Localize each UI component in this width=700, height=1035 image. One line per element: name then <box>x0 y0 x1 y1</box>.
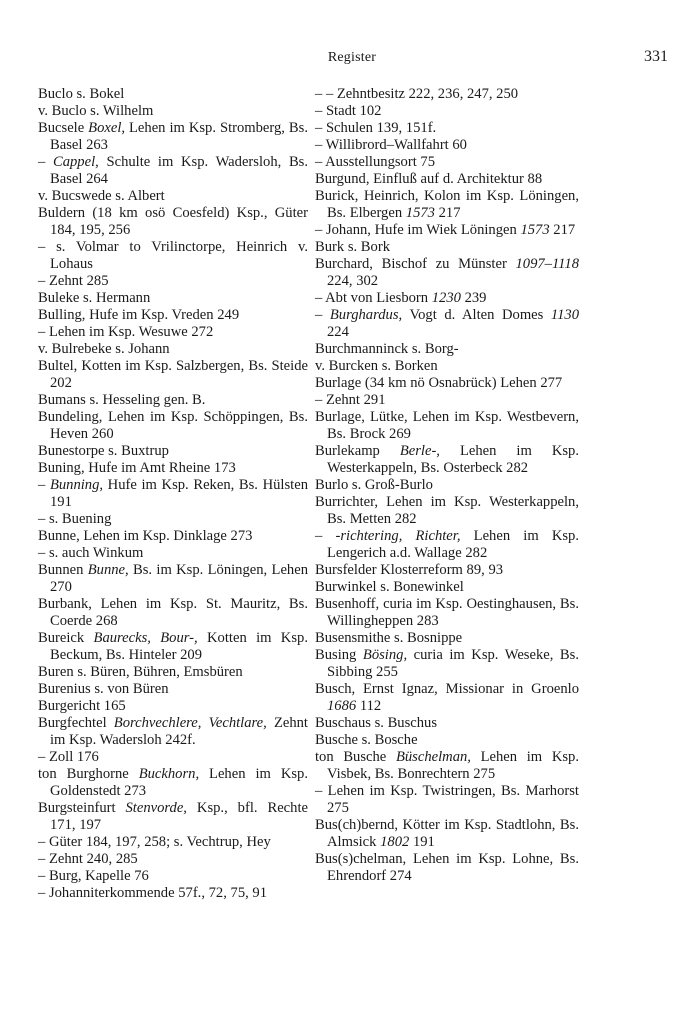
index-entry-text: Buren s. Büren, Bühren, Emsbüren <box>38 664 243 680</box>
index-entry-text: Ksp., bfl. Rechte 171, 197 <box>50 800 308 833</box>
index-entry-text: – Johanniterkommende 57f., 72, 75, 91 <box>38 885 268 901</box>
index-entry-text: ton Burghorne <box>38 766 139 782</box>
index-entry-text: Burlage (34 km nö Osnabrück) Lehen 277 <box>315 375 563 391</box>
index-entry <box>315 103 579 120</box>
index-entry-text: Hufe im Ksp. Reken, Bs. Hülsten 191 <box>50 477 308 510</box>
index-entry <box>38 851 308 868</box>
index-entry <box>315 477 579 494</box>
index-entry-italic-text: 1573 <box>520 222 550 238</box>
index-entry-text: Burk s. Bork <box>315 239 390 255</box>
index-entry-text: Lehen im Ksp. Westerkappeln, Bs. Osterbeck 282 <box>327 443 579 476</box>
index-entry-text: Lehen im Ksp. Goldenstedt 273 <box>50 766 308 799</box>
index-entry-italic-text: Boxel, <box>88 120 126 136</box>
index-entry-italic-text: Cappel, <box>52 154 99 170</box>
index-entry-text: – Willibrord–Wallfahrt 60 <box>315 137 467 153</box>
index-entry <box>38 664 308 681</box>
index-entry-text: Buleke s. Hermann <box>38 290 151 306</box>
index-entry-italic-text: Baurecks, Bour-, <box>93 630 198 646</box>
index-column-right <box>315 86 579 885</box>
index-entry <box>38 188 308 205</box>
index-entry <box>38 358 308 392</box>
index-entry-italic-text: Buckhorn, <box>138 766 200 782</box>
index-entry <box>38 511 308 528</box>
index-entry <box>38 324 308 341</box>
index-entry <box>315 171 579 188</box>
index-entry-text: Buning, Hufe im Amt Rheine 173 <box>38 460 236 476</box>
index-entry-text: 224, 302 <box>327 273 379 289</box>
index-entry <box>315 851 579 885</box>
index-entry <box>315 681 579 715</box>
index-entry-text: – <box>315 307 330 323</box>
index-entry-text: Busing <box>315 647 363 663</box>
index-entry-text: Bus(s)chelman, Lehen im Ksp. Lohne, Bs. Ehrendorf 274 <box>315 851 579 884</box>
index-entry <box>38 800 308 834</box>
index-entry-text: Busch, Ernst Ignaz, Missionar in Groenlo <box>315 681 579 697</box>
index-entry-text: Kotten im Ksp. Beckum, Bs. Hinteler 209 <box>50 630 308 663</box>
index-entry-text: 217 <box>549 222 576 238</box>
index-entry <box>38 290 308 307</box>
index-entry-italic-text: 1573 <box>405 205 435 221</box>
index-entry-text: Bs. im Ksp. Löningen, Lehen 270 <box>50 562 308 595</box>
index-entry-text: Bucsele <box>38 120 89 136</box>
index-entry-italic-text: Bunning, <box>49 477 104 493</box>
index-entry <box>315 528 579 562</box>
index-entry <box>38 460 308 477</box>
index-entry-text: Burbank, Lehen im Ksp. St. Mauritz, Bs. Coerde 268 <box>38 596 308 629</box>
index-entry-text: Burchard, Bischof zu Münster <box>315 256 516 272</box>
running-head: Register <box>327 50 377 65</box>
index-entry-text: Bus(ch)bernd, Kötter im Ksp. Stadtlohn, Bs. Almsick <box>315 817 579 850</box>
index-entry-text: Bunestorpe s. Buxtrup <box>38 443 169 459</box>
page-header <box>36 48 668 70</box>
index-entry-text: Schulte im Ksp. Wadersloh, Bs. Basel 264 <box>50 154 309 187</box>
index-column-left <box>38 86 308 902</box>
index-entry-text: Bulling, Hufe im Ksp. Vreden 249 <box>38 307 240 323</box>
index-entry <box>315 630 579 647</box>
index-entry-text: Burick, Heinrich, Kolon im Ksp. Löningen, Bs. Elbergen <box>315 188 579 221</box>
index-entry-italic-text: 1802 <box>380 834 410 850</box>
index-entry <box>315 715 579 732</box>
index-entry-text: – s. Volmar to Vrilinctorpe, Heinrich v. Lohaus <box>38 239 308 272</box>
index-entry <box>315 222 579 239</box>
index-entry-text: – Abt von Liesborn <box>315 290 432 306</box>
index-entry <box>315 358 579 375</box>
index-entry <box>315 783 579 817</box>
index-entry-italic-text: Bösing, <box>362 647 408 663</box>
index-entry <box>315 494 579 528</box>
index-entry-text: – <box>38 477 50 493</box>
index-entry-text: – <box>315 528 336 544</box>
index-entry-text: Burchmanninck s. Borg- <box>315 341 459 357</box>
index-entry-italic-text: 1686 <box>327 698 357 714</box>
index-entry-text: – Zehnt 285 <box>38 273 109 289</box>
index-entry-text: Burlo s. Groß-Burlo <box>315 477 433 493</box>
index-entry <box>315 137 579 154</box>
index-entry <box>315 409 579 443</box>
index-entry-text: Bumans s. Hesseling gen. B. <box>38 392 206 408</box>
index-entry <box>315 579 579 596</box>
index-entry-text: Burrichter, Lehen im Ksp. Westerkappeln, Bs. Metten 282 <box>315 494 579 527</box>
index-entry <box>38 205 308 239</box>
index-entry <box>38 630 308 664</box>
index-entry-italic-text: Borchvechlere, Vechtlare, <box>113 715 267 731</box>
index-entry-text: 224 <box>327 324 349 340</box>
index-entry <box>38 273 308 290</box>
index-entry-text: – <box>38 154 53 170</box>
index-entry-text: curia im Ksp. Weseke, Bs. Sibbing 255 <box>327 647 579 680</box>
index-entry-italic-text: Büschelman, <box>395 749 471 765</box>
index-entry-italic-text: 1097–1118 <box>515 256 579 272</box>
index-entry <box>315 120 579 137</box>
index-entry <box>38 681 308 698</box>
index-entry-text: Lehen im Ksp. Visbek, Bs. Bonrechtern 275 <box>327 749 579 782</box>
index-entry <box>38 443 308 460</box>
index-entry-italic-text: 1230 <box>431 290 461 306</box>
index-entry <box>38 834 308 851</box>
index-entry <box>38 528 308 545</box>
index-entry <box>38 545 308 562</box>
index-entry-text: Bunnen <box>38 562 88 578</box>
index-entry-text: Busenhoff, curia im Ksp. Oestinghausen, Bs. Willingheppen 283 <box>315 596 579 629</box>
index-entry-text: Busensmithe s. Bosnippe <box>315 630 463 646</box>
index-entry-text: v. Bucswede s. Albert <box>38 188 165 204</box>
index-entry-text: Burlekamp <box>315 443 400 459</box>
index-entry <box>38 698 308 715</box>
index-entry-text: – s. Buening <box>38 511 112 527</box>
index-entry <box>38 86 308 103</box>
index-entry-text: Lehen im Ksp. Stromberg, Bs. Basel 263 <box>50 120 308 153</box>
index-entry <box>315 307 579 341</box>
index-entry-text: 239 <box>460 290 487 306</box>
index-entry <box>38 749 308 766</box>
index-entry <box>315 239 579 256</box>
index-entry <box>38 715 308 749</box>
index-entry-text: Bundeling, Lehen im Ksp. Schöppingen, Bs. Heven 260 <box>38 409 308 442</box>
index-entry-italic-text: -richtering, Richter, <box>335 528 461 544</box>
index-entry-text: v. Burcken s. Borken <box>315 358 438 374</box>
index-entry-text: – Stadt 102 <box>315 103 382 119</box>
index-entry-text: Buschaus s. Buschus <box>315 715 438 731</box>
index-entry <box>38 477 308 511</box>
index-entry <box>315 647 579 681</box>
index-entry <box>38 239 308 273</box>
index-entry-text: Bureick <box>38 630 94 646</box>
index-entry-text: Buclo s. Bokel <box>38 86 125 102</box>
index-entry-text: – Lehen im Ksp. Twistringen, Bs. Marhorst 275 <box>315 783 579 816</box>
index-entry <box>315 154 579 171</box>
index-entry <box>38 766 308 800</box>
index-entry <box>38 103 308 120</box>
index-entry-text: – Ausstellungsort 75 <box>315 154 435 170</box>
index-entry <box>315 749 579 783</box>
index-entry-text: Bursfelder Klosterreform 89, 93 <box>315 562 504 578</box>
index-entry-italic-text: Burghardus, <box>329 307 403 323</box>
index-entry-text: – Zehnt 291 <box>315 392 386 408</box>
index-entry <box>315 596 579 630</box>
index-entry <box>315 392 579 409</box>
index-entry <box>38 596 308 630</box>
index-entry <box>315 443 579 477</box>
index-entry-text: v. Buclo s. Wilhelm <box>38 103 154 119</box>
page-number: 331 <box>644 48 668 65</box>
index-entry-text: Burgericht 165 <box>38 698 126 714</box>
index-entry-text: Busche s. Bosche <box>315 732 418 748</box>
index-entry <box>315 817 579 851</box>
index-entry-text: – Schulen 139, 151f. <box>315 120 437 136</box>
index-entry-italic-text: 1130 <box>550 307 579 323</box>
index-entry <box>38 868 308 885</box>
index-entry-text: 191 <box>409 834 435 850</box>
index-entry-text: Vogt d. Alten Domes <box>402 307 551 323</box>
index-entry-text: Burgund, Einfluß auf d. Architektur 88 <box>315 171 543 187</box>
index-entry <box>38 562 308 596</box>
index-entry-text: Buldern (18 km osö Coesfeld) Ksp., Güter 184, 195, 256 <box>38 205 308 238</box>
index-entry <box>38 392 308 409</box>
index-entry-text: Bunne, Lehen im Ksp. Dinklage 273 <box>38 528 253 544</box>
index-entry-text: – Johann, Hufe im Wiek Löningen <box>315 222 521 238</box>
index-entry <box>38 885 308 902</box>
index-entry-text: Burgfechtel <box>38 715 114 731</box>
index-entry-text: 217 <box>434 205 461 221</box>
index-entry <box>38 409 308 443</box>
index-entry <box>38 341 308 358</box>
index-entry-text: Lehen im Ksp. Lengerich a.d. Wallage 282 <box>327 528 580 561</box>
index-entry-text: v. Bulrebeke s. Johann <box>38 341 170 357</box>
index-entry-text: – Zoll 176 <box>38 749 99 765</box>
index-entry-text: Burenius s. von Büren <box>38 681 169 697</box>
index-entry <box>315 290 579 307</box>
index-entry-text: Zehnt im Ksp. Wadersloh 242f. <box>50 715 308 748</box>
index-entry-text: 112 <box>356 698 382 714</box>
index-entry-italic-text: Berle-, <box>399 443 440 459</box>
index-entry <box>315 732 579 749</box>
index-entry <box>315 562 579 579</box>
index-entry-italic-text: Bunne, <box>87 562 129 578</box>
index-entry <box>38 120 308 154</box>
index-entry-text: – s. auch Winkum <box>38 545 144 561</box>
index-entry <box>315 375 579 392</box>
index-entry-text: – Burg, Kapelle 76 <box>38 868 149 884</box>
index-entry-text: – Zehnt 240, 285 <box>38 851 138 867</box>
index-entry-text: Burlage, Lütke, Lehen im Ksp. Westbevern, Bs. Brock 269 <box>315 409 579 442</box>
index-entry-text: ton Busche <box>315 749 396 765</box>
index-entry-text: Bultel, Kotten im Ksp. Salzbergen, Bs. Steide 202 <box>38 358 308 391</box>
index-entry-text: – – Zehntbesitz 222, 236, 247, 250 <box>315 86 519 102</box>
index-entry-text: – Lehen im Ksp. Wesuwe 272 <box>38 324 214 340</box>
index-entry <box>315 341 579 358</box>
index-entry <box>315 86 579 103</box>
index-entry <box>315 188 579 222</box>
index-entry-text: Burgsteinfurt <box>38 800 126 816</box>
index-entry-text: Burwinkel s. Bonewinkel <box>315 579 464 595</box>
index-entry <box>38 307 308 324</box>
index-entry <box>38 154 308 188</box>
index-entry-text: – Güter 184, 197, 258; s. Vechtrup, Hey <box>38 834 271 850</box>
index-entry <box>315 256 579 290</box>
index-entry-italic-text: Stenvorde, <box>125 800 187 816</box>
